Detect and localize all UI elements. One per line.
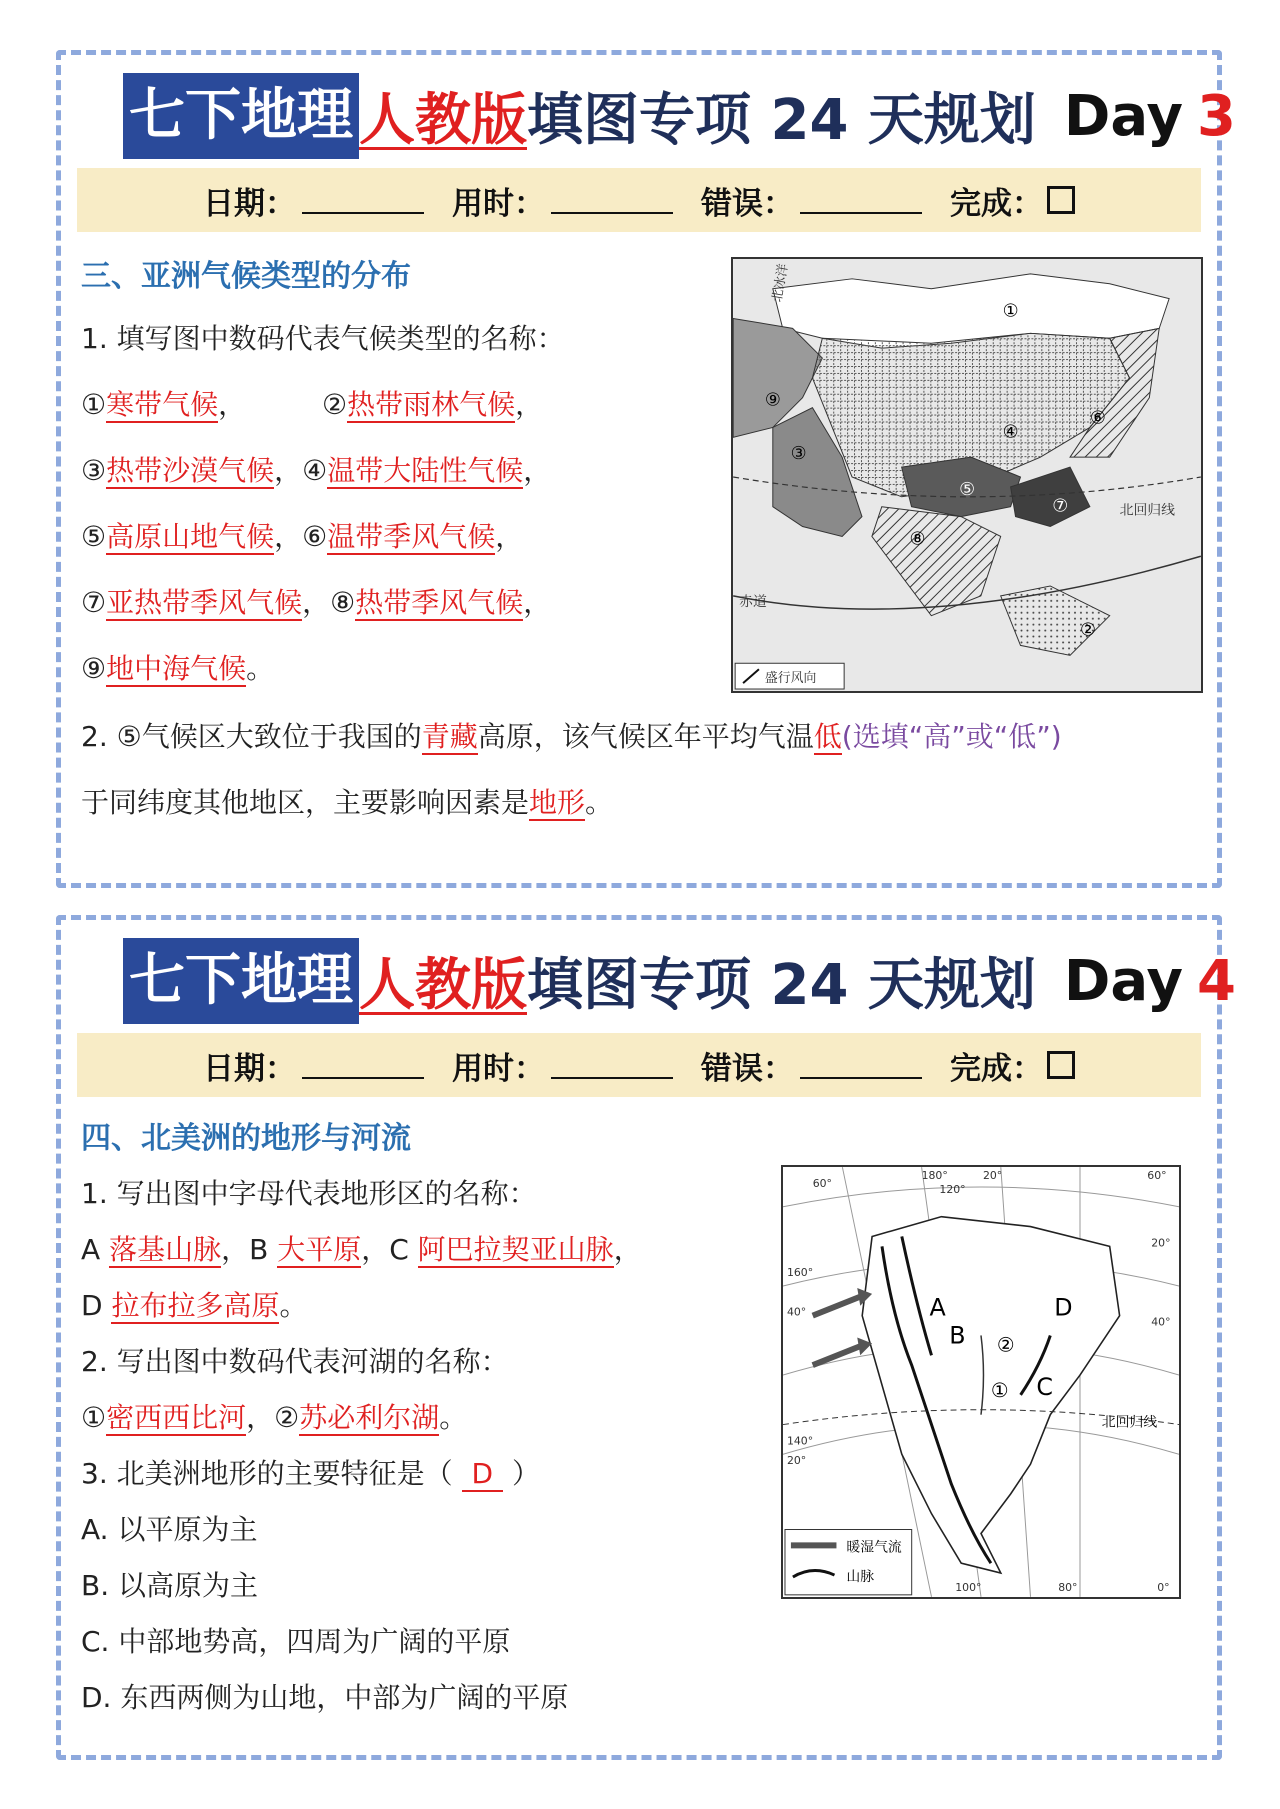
lat-20-left: 20° xyxy=(786,1454,807,1468)
lat-160: 160° xyxy=(786,1266,814,1280)
title-part1: 七下地理 xyxy=(123,73,359,159)
errors-label: 错误： xyxy=(701,1050,794,1087)
climate-line-4 xyxy=(81,581,551,621)
done-label: 完成： xyxy=(950,185,1043,222)
errors-label: 错误： xyxy=(701,185,794,222)
climate-answer: 温带大陆性气候 xyxy=(327,454,524,487)
option-d: D. 东西两侧为山地，中部为广阔的平原 xyxy=(81,1681,569,1714)
q2-text: 。 xyxy=(585,786,614,819)
lat-60-right: 60° xyxy=(1147,1169,1167,1183)
answer-lake: 苏必利尔湖 xyxy=(299,1401,440,1434)
map-letter-A: A xyxy=(929,1293,946,1322)
map-label-equator: 赤道 xyxy=(739,593,767,610)
map-num-1: ① xyxy=(1002,300,1019,322)
option-b: B. 以高原为主 xyxy=(81,1569,259,1602)
question-1: 1. 写出图中字母代表地形区的名称： xyxy=(81,1177,537,1210)
day4-title xyxy=(123,938,1236,1024)
climate-answer: 亚热带季风气候 xyxy=(106,586,303,619)
answer-river: 密西西比河 xyxy=(106,1401,247,1434)
title-day-number: 3 xyxy=(1196,83,1236,149)
climate-line-3 xyxy=(81,515,523,555)
q2-answer-plateau: 青藏 xyxy=(421,720,478,753)
date-blank[interactable] xyxy=(302,1051,424,1079)
day4-card xyxy=(56,915,1236,1760)
map-num-6: ⑥ xyxy=(1089,407,1106,429)
map-label-tropic: 北回归线 xyxy=(1119,502,1176,519)
q2-text: 2. ⑤气候区大致位于我国的 xyxy=(81,720,422,753)
title-part1: 七下地理 xyxy=(123,938,359,1024)
q1-text: ， xyxy=(613,1233,642,1266)
lat-20-right: 20° xyxy=(1151,1236,1171,1250)
q1-text: D xyxy=(81,1289,112,1322)
option-a: A. 以平原为主 xyxy=(81,1513,258,1546)
q1-text: A xyxy=(81,1233,110,1266)
map-num-5: ⑤ xyxy=(959,478,976,500)
q2-num: ② xyxy=(274,1401,300,1434)
sep: ， xyxy=(523,586,552,619)
climate-num: ⑥ xyxy=(302,520,328,553)
q1-answer-line-1 xyxy=(81,1228,642,1268)
sep: 。 xyxy=(439,1401,468,1434)
map-label-tropic: 北回归线 xyxy=(1101,1414,1158,1431)
map-num-2: ② xyxy=(1079,619,1096,641)
date-label: 日期： xyxy=(203,185,296,222)
sep: ， xyxy=(302,586,331,619)
q2-answer-line xyxy=(81,1396,467,1436)
climate-line-2 xyxy=(81,449,551,489)
errors-blank[interactable] xyxy=(800,186,922,214)
q2-answer-factor: 地形 xyxy=(529,786,586,819)
lon-0: 0° xyxy=(1157,1580,1170,1594)
sep: ， xyxy=(218,388,247,421)
done-checkbox[interactable] xyxy=(1047,186,1075,214)
climate-answer: 地中海气候 xyxy=(106,652,247,685)
lat-140: 140° xyxy=(786,1434,814,1448)
asia-climate-map xyxy=(731,257,1203,693)
answer-D: 拉布拉多高原 xyxy=(111,1289,280,1322)
answer-B: 大平原 xyxy=(277,1233,362,1266)
title-part3: 填图专项 24 天规划 xyxy=(527,88,1036,153)
lat-40-left: 40° xyxy=(786,1305,807,1319)
arctic-zone xyxy=(773,274,1169,348)
day3-card xyxy=(56,50,1236,888)
map-num-9: ⑨ xyxy=(764,389,781,411)
climate-answer: 热带沙漠气候 xyxy=(106,454,275,487)
q2-text: 高原，该气候区年平均气温 xyxy=(477,720,814,753)
map-num-8: ⑧ xyxy=(909,528,926,550)
answer-C: 阿巴拉契亚山脉 xyxy=(417,1233,614,1266)
date-blank[interactable] xyxy=(302,186,424,214)
time-label: 用时： xyxy=(452,1050,545,1087)
map-num-2: ② xyxy=(996,1333,1015,1357)
time-label: 用时： xyxy=(452,185,545,222)
lon-100: 100° xyxy=(955,1580,982,1594)
climate-answer: 热带季风气候 xyxy=(355,586,524,619)
question-2-line-2 xyxy=(81,781,613,821)
q3-text: 3. 北美洲地形的主要特征是（ xyxy=(81,1457,462,1490)
north-america-map xyxy=(781,1165,1181,1599)
map-num-3: ③ xyxy=(790,443,807,465)
legend-wind-label: 暖湿气流 xyxy=(846,1539,902,1556)
title-day-number: 4 xyxy=(1196,948,1236,1014)
climate-answer: 温带季风气候 xyxy=(327,520,496,553)
time-blank[interactable] xyxy=(551,1051,673,1079)
day3-title xyxy=(123,73,1236,159)
map-letter-D: D xyxy=(1054,1293,1073,1322)
answer-A: 落基山脉 xyxy=(109,1233,222,1266)
day4-info-bar xyxy=(77,1033,1201,1097)
sep: ， xyxy=(523,454,552,487)
sep: ， xyxy=(495,520,524,553)
q1-answer-line-2 xyxy=(81,1284,308,1324)
map-letter-B: B xyxy=(949,1321,966,1350)
climate-answer: 高原山地气候 xyxy=(106,520,275,553)
done-checkbox[interactable] xyxy=(1047,1051,1075,1079)
lat-40-right: 40° xyxy=(1151,1315,1171,1329)
sep: ， xyxy=(246,1401,275,1434)
title-part2: 人教版 xyxy=(359,953,527,1018)
lon-180: 180° xyxy=(921,1169,948,1183)
section-title: 三、亚洲气候类型的分布 xyxy=(81,259,411,294)
lon-120: 120° xyxy=(939,1182,966,1196)
climate-num: ④ xyxy=(302,454,328,487)
question-3 xyxy=(81,1452,540,1492)
section-title: 四、北美洲的地形与河流 xyxy=(81,1121,411,1156)
q2-hint: (选填“高”或“低”) xyxy=(841,720,1062,753)
climate-line-5 xyxy=(81,647,274,687)
map-letter-C: C xyxy=(1036,1372,1054,1401)
q2-num: ① xyxy=(81,1401,107,1434)
q1-text: 。 xyxy=(279,1289,308,1322)
q1-text: ，C xyxy=(361,1233,418,1266)
q1-text: ，B xyxy=(221,1233,278,1266)
map-label-arctic: 北冰洋 xyxy=(769,262,792,304)
climate-answer: 热带雨林气候 xyxy=(347,388,516,421)
climate-num: ① xyxy=(81,388,107,421)
climate-num: ⑧ xyxy=(330,586,356,619)
map-label-wind: 盛行风向 xyxy=(764,671,817,687)
sep: 。 xyxy=(246,652,275,685)
map-num-7: ⑦ xyxy=(1052,495,1069,517)
errors-blank[interactable] xyxy=(800,1051,922,1079)
title-day: Day xyxy=(1063,83,1183,149)
lon-20: 20° xyxy=(982,1169,1003,1183)
date-label: 日期： xyxy=(203,1050,296,1087)
climate-num: ⑤ xyxy=(81,520,107,553)
q2-text: 于同纬度其他地区，主要影响因素是 xyxy=(81,786,530,819)
map-num-4: ④ xyxy=(1002,421,1019,443)
question-2-line-1 xyxy=(81,715,1062,755)
lon-80: 80° xyxy=(1058,1580,1078,1594)
question-1: 1. 填写图中数码代表气候类型的名称： xyxy=(81,322,565,355)
sep: ， xyxy=(274,520,303,553)
q2-answer-temp: 低 xyxy=(813,720,842,753)
title-part3: 填图专项 24 天规划 xyxy=(527,953,1036,1018)
time-blank[interactable] xyxy=(551,186,673,214)
climate-line-1 xyxy=(81,383,543,423)
title-day: Day xyxy=(1063,948,1183,1014)
sep: ， xyxy=(274,454,303,487)
option-c: C. 中部地势高，四周为广阔的平原 xyxy=(81,1625,511,1658)
map-num-1: ① xyxy=(990,1378,1009,1402)
question-2: 2. 写出图中数码代表河湖的名称： xyxy=(81,1345,509,1378)
title-part2: 人教版 xyxy=(359,88,527,153)
climate-num: ⑦ xyxy=(81,586,107,619)
legend-mountain-label: 山脉 xyxy=(846,1568,875,1585)
done-label: 完成： xyxy=(950,1050,1043,1087)
climate-num: ⑨ xyxy=(81,652,107,685)
climate-answer: 寒带气候 xyxy=(106,388,219,421)
climate-num: ③ xyxy=(81,454,107,487)
q3-text: ） xyxy=(503,1457,540,1490)
answer-q3: D xyxy=(462,1457,504,1492)
day3-info-bar xyxy=(77,168,1201,232)
climate-num: ② xyxy=(321,388,348,421)
lat-60-left: 60° xyxy=(812,1176,832,1190)
sep: ， xyxy=(515,388,544,421)
